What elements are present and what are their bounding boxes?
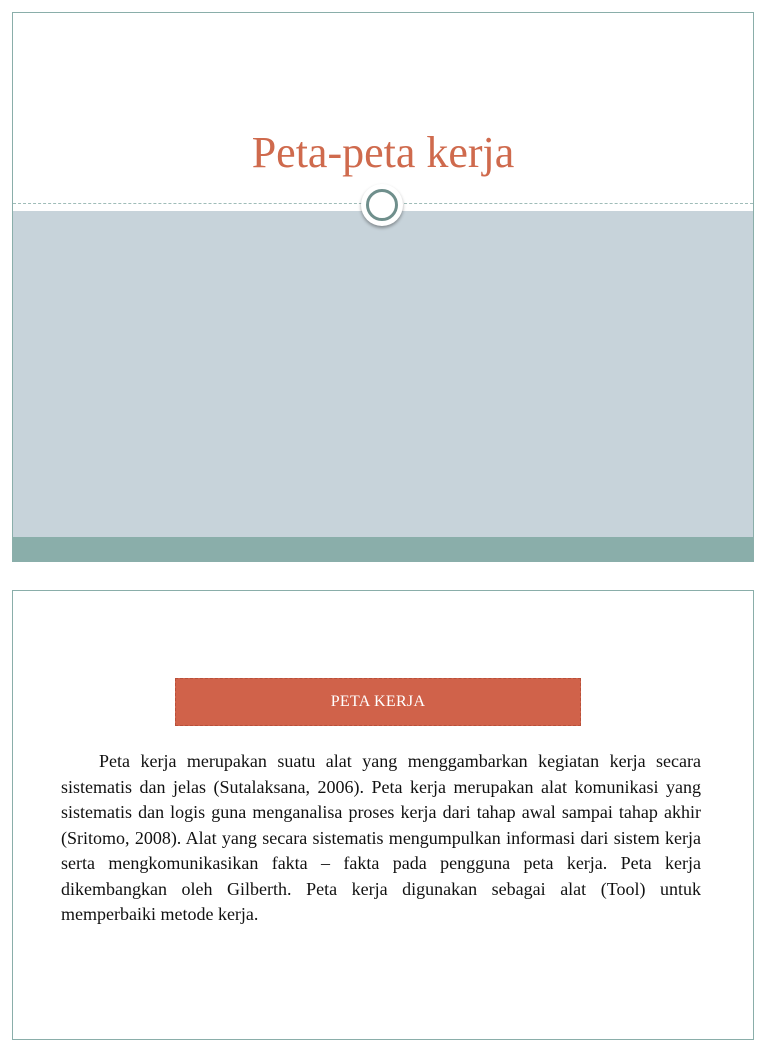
slide-title: Peta-peta kerja [251, 128, 515, 177]
body-paragraph: Peta kerja merupakan suatu alat yang menggambarkan kegiatan kerja secara sistematis dan jelas (Sutalaksana, 2006). Peta kerja merupakan alat komunikasi yang sistematis dan logis guna menganalisa proses kerja dari tahap awal sampai tahap akhir (Sritomo, 2008). Alat yang secara sistematis mengumpulkan informasi dari sistem kerja serta mengkomunikasikan fakta – fakta pada pengguna peta kerja. Peta kerja dikembangkan oleh Gilberth. Peta kerja digunakan sebagai alat (Tool) untuk memperbaiki metode kerja. [61, 751, 701, 924]
subtitle-band [13, 211, 753, 537]
section-heading: PETA KERJA [175, 678, 581, 726]
footer-strip [13, 537, 753, 562]
ring-ornament-icon [361, 184, 403, 226]
title-slide [12, 12, 754, 562]
content-slide [12, 590, 754, 1040]
